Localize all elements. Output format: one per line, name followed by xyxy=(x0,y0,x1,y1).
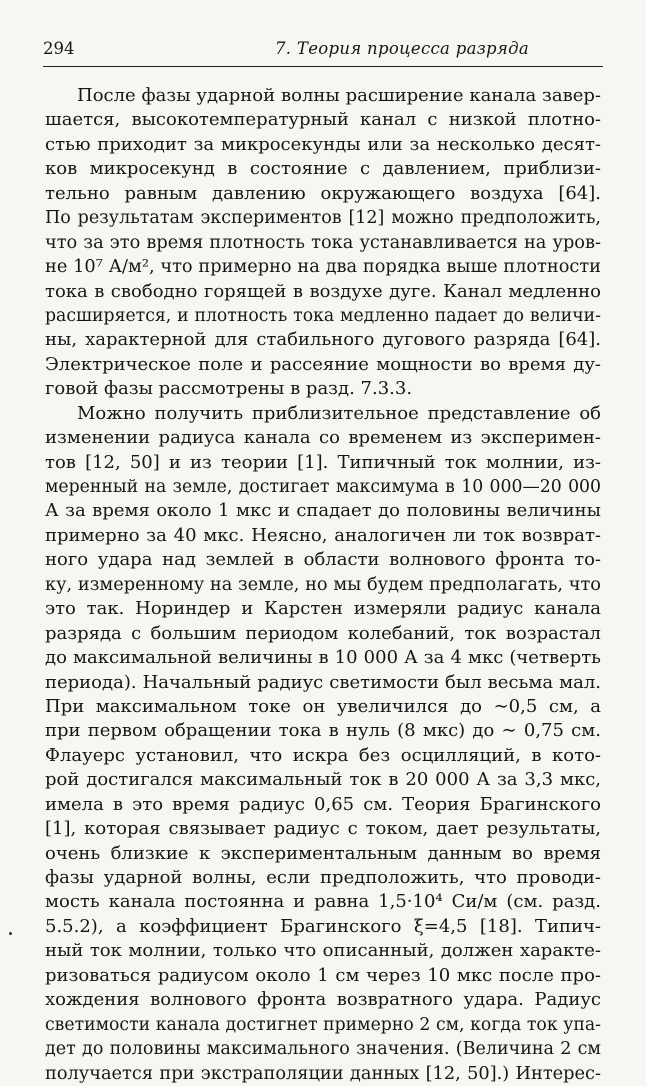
text-line: это так. Нориндер и Карстен измеряли радиус канала xyxy=(45,598,601,620)
text-line: При максимальном токе он увеличился до ∼0,5 см, а xyxy=(45,695,601,717)
text-line: стью приходит за микросекунды или за несколько десят- xyxy=(45,133,601,155)
text-line: изменении радиуса канала со временем из эксперимен- xyxy=(45,427,601,449)
text-line: дет до половины максимального значения. (Величина 2 см xyxy=(45,1039,601,1060)
text-line: ного удара над землей в области волнового фронта то- xyxy=(45,549,601,571)
text-line: периода). Начальный радиус светимости был весьма мал. xyxy=(45,671,601,693)
text-line: ку, измеренному на земле, но мы будем предполагать, что xyxy=(45,574,601,595)
text-line: очень близкие к экспериментальным данным во время xyxy=(45,842,601,864)
text-line: ны, характерной для стабильного дугового разряда [64]. xyxy=(45,329,601,351)
text-line: говой фазы рассмотрены в разд. 7.3.3. xyxy=(45,378,413,400)
text-line: Можно получить приблизительное представление об xyxy=(77,402,601,424)
text-line: получается при экстраполяции данных [12, 50].) Интерес- xyxy=(45,1063,601,1084)
text-line: шается, высокотемпературный канал с низкой плотно- xyxy=(45,109,601,131)
text-line: По результатам экспериментов [12] можно предположить, xyxy=(45,208,601,229)
text-line: ризоваться радиусом около 1 см через 10 мкс после про- xyxy=(45,964,601,986)
text-line: ков микросекунд в состояние с давлением, приблизи- xyxy=(45,158,601,180)
text-line: 5.5.2), а коэффициент Брагинского ξ=4,5 [18]. Типич- xyxy=(45,915,601,937)
text-line: тока в свободно горящей в воздухе дуге. Канал медленно xyxy=(45,280,601,302)
text-line: [1], которая связывает радиус с током, дает результаты, xyxy=(45,818,601,840)
text-line: имела в это время радиус 0,65 см. Теория Брагинского xyxy=(45,793,601,815)
text-line: при первом обращении тока в нуль (8 мкс) до ∼ 0,75 см. xyxy=(45,720,601,742)
text-line: тов [12, 50] и из теории [1]. Типичный ток молнии, из- xyxy=(45,451,601,473)
text-line: После фазы ударной волны расширение канала завер- xyxy=(77,85,601,106)
text-line: А за время около 1 мкс и спадает до половины величины xyxy=(45,500,601,522)
text-line: меренный на земле, достигает максимума в 10 000—20 000 xyxy=(45,477,601,497)
text-line: хождения волнового фронта возвратного удара. Радиус xyxy=(45,989,601,1011)
text-line: Флауерс установил, что искра без осцилляций, в кото- xyxy=(45,744,601,766)
text-line: рой достигался максимальный ток в 20 000 А за 3,3 мкс, xyxy=(45,769,601,791)
text-line: расширяется, и плотность тока медленно падает до величи- xyxy=(45,305,601,326)
text-line: не 10⁷ А/м², что примерно на два порядка выше плотности xyxy=(45,257,601,278)
page-number: 294 xyxy=(43,39,75,58)
text-line: Электрическое поле и рассеяние мощности во время ду- xyxy=(45,353,601,375)
page-header xyxy=(43,36,603,67)
text-line: разряда с большим периодом колебаний, ток возрастал xyxy=(45,622,601,644)
running-title: 7. Теория процесса разряда xyxy=(275,39,529,58)
text-line: светимости канала достигнет примерно 2 см, когда ток упа- xyxy=(45,1014,601,1035)
text-line: примерно за 40 мкс. Неясно, аналогичен ли ток возврат- xyxy=(45,524,601,546)
text-line: до максимальной величины в 10 000 А за 4 мкс (четверть xyxy=(45,647,601,669)
text-line: мость канала постоянна и равна 1,5·10⁴ Си/м (см. разд. xyxy=(45,891,601,913)
text-line: фазы ударной волны, если предположить, что проводи- xyxy=(45,867,601,888)
text-line: что за это время плотность тока устанавливается на уров- xyxy=(45,232,601,253)
print-speck xyxy=(9,932,12,935)
body-text xyxy=(45,84,601,1086)
text-line: тельно равным давлению окружающего воздуха [64]. xyxy=(45,182,601,204)
text-line: ный ток молнии, только что описанный, должен характе- xyxy=(45,940,601,962)
